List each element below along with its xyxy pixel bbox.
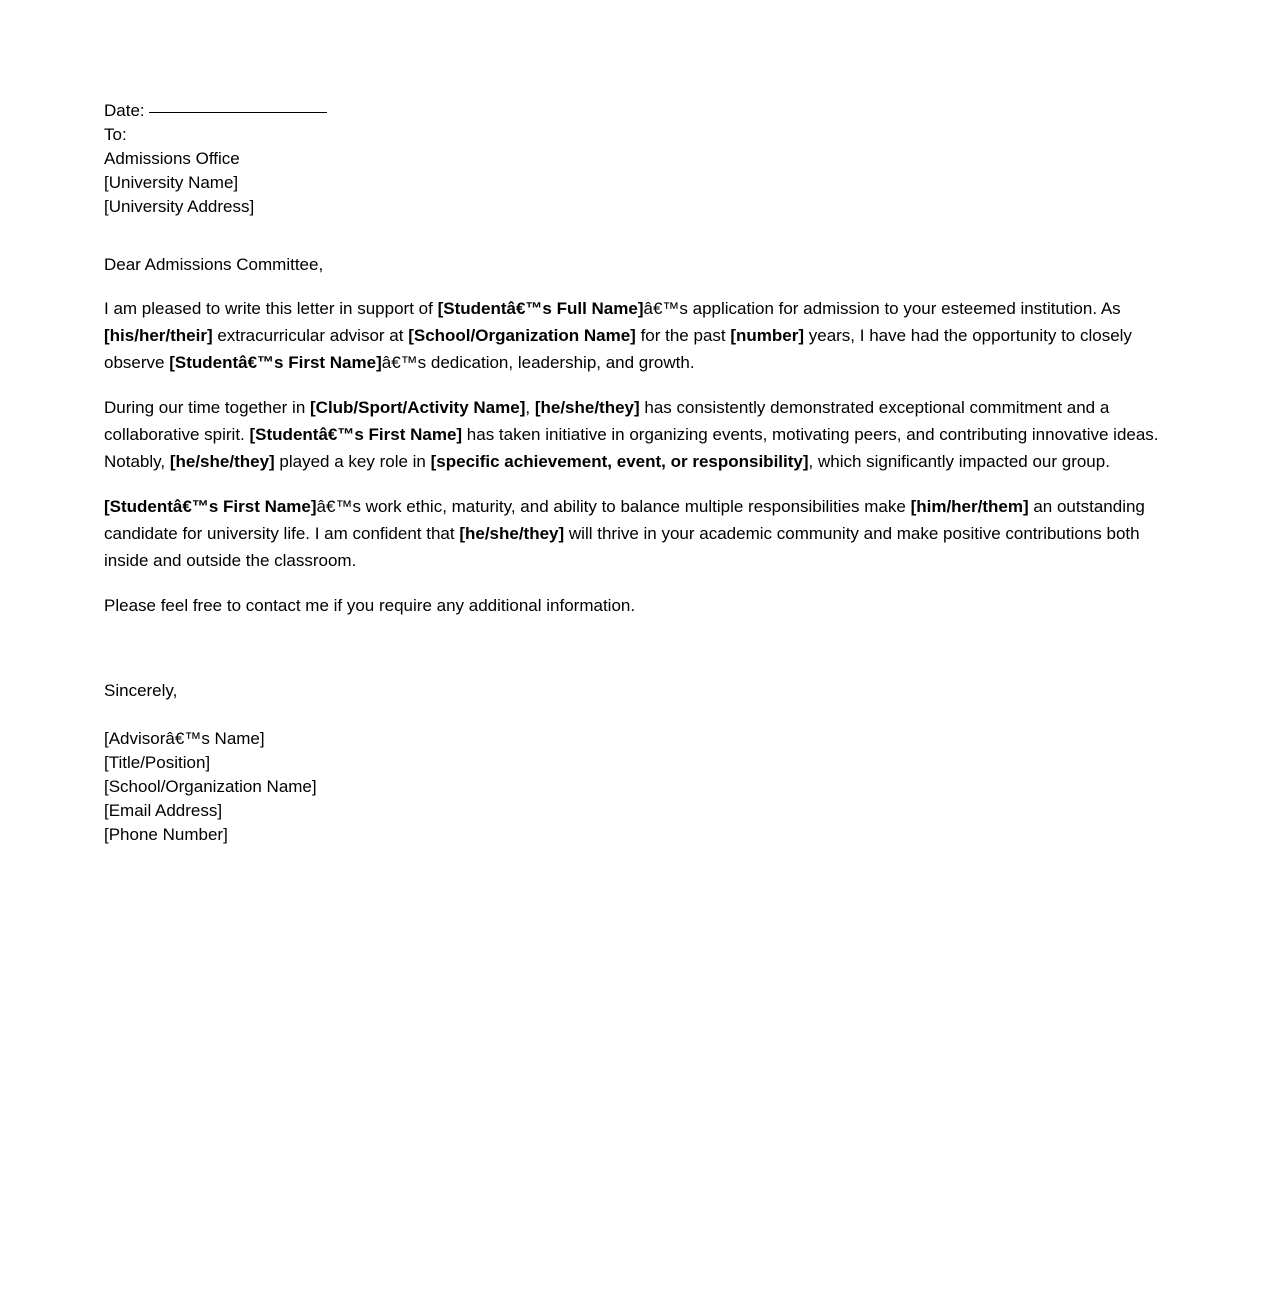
placeholder-token: [his/her/their] xyxy=(104,326,213,345)
sign-off: Sincerely, xyxy=(104,681,178,700)
placeholder-token: [he/she/they] xyxy=(534,398,640,417)
placeholder-token: [School/Organization Name] xyxy=(408,326,636,345)
text-run: â€™s application for admission to your esteemed institution. As xyxy=(643,299,1121,318)
text-run: , xyxy=(525,398,535,417)
date-blank-rule[interactable] xyxy=(149,112,327,113)
text-run: years, I have had the opportunity to closely observe xyxy=(104,326,1132,372)
to-label: To: xyxy=(104,125,127,144)
placeholder-token: [Studentâ€™s Full Name] xyxy=(437,299,644,318)
signature-advisor-name: [Advisorâ€™s Name] xyxy=(104,729,265,748)
text-run: During our time together in xyxy=(104,398,310,417)
date-line xyxy=(104,99,1173,123)
recipient-line-1: Admissions Office xyxy=(104,149,240,168)
text-run: has taken initiative in organizing events, motivating peers, and contributing innovative ideas. Notably, xyxy=(104,425,1159,471)
text-run: , which significantly impacted our group. xyxy=(808,452,1110,471)
placeholder-token: [number] xyxy=(730,326,805,345)
text-run: â€™s work ethic, maturity, and ability to balance multiple responsibilities make xyxy=(316,497,911,516)
signature-block xyxy=(104,703,1173,847)
text-run: â€™s dedication, leadership, and growth. xyxy=(381,353,695,372)
signature-title: [Title/Position] xyxy=(104,753,211,772)
placeholder-token: [Studentâ€™s First Name] xyxy=(249,425,463,444)
placeholder-token: [he/she/they] xyxy=(459,524,565,543)
letterhead-block xyxy=(104,99,1173,219)
paragraph-activity xyxy=(104,376,1173,475)
signature-organization: [School/Organization Name] xyxy=(104,777,317,796)
closing-note: Please feel free to contact me if you require any additional information. xyxy=(104,596,636,615)
signature-phone: [Phone Number] xyxy=(104,825,228,844)
paragraph-intro xyxy=(104,277,1173,376)
placeholder-token: [him/her/them] xyxy=(910,497,1029,516)
date-label: Date: xyxy=(104,101,145,120)
placeholder-token: [Club/Sport/Activity Name] xyxy=(310,398,526,417)
salutation: Dear Admissions Committee, xyxy=(104,255,324,274)
placeholder-token: [Studentâ€™s First Name] xyxy=(104,497,317,516)
placeholder-token: [specific achievement, event, or responsibility] xyxy=(430,452,809,471)
placeholder-token: [Studentâ€™s First Name] xyxy=(169,353,382,372)
recipient-line-2: [University Name] xyxy=(104,173,239,192)
text-run: has consistently demonstrated exceptional commitment and a collaborative spirit. xyxy=(104,398,1110,444)
text-run: an outstanding candidate for university life. I am confident that xyxy=(104,497,1145,543)
letter-body xyxy=(104,99,1173,847)
signature-email: [Email Address] xyxy=(104,801,223,820)
paragraph-endorsement xyxy=(104,475,1173,574)
text-run: for the past xyxy=(635,326,731,345)
text-run: extracurricular advisor at xyxy=(212,326,409,345)
text-run: played a key role in xyxy=(274,452,431,471)
placeholder-token: [he/she/they] xyxy=(169,452,275,471)
recipient-line-3: [University Address] xyxy=(104,197,255,216)
text-run: I am pleased to write this letter in support of xyxy=(104,299,438,318)
text-run: will thrive in your academic community and make positive contributions both inside and outside the classroom. xyxy=(104,524,1140,570)
